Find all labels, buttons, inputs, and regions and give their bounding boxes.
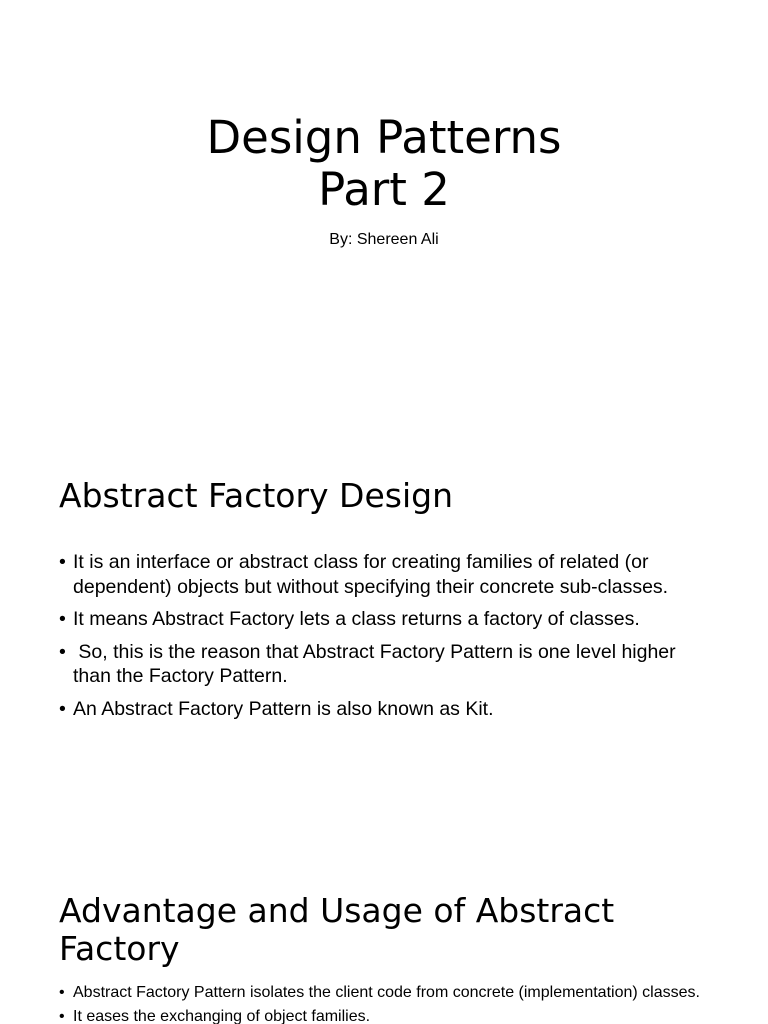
bullet-text: It means Abstract Factory lets a class returns a factory of classes. bbox=[73, 608, 640, 630]
list-item bbox=[59, 607, 719, 632]
bullet-icon: • bbox=[59, 1008, 65, 1024]
title-slide bbox=[0, 0, 768, 432]
slide-heading: Advantage and Usage of Abstract Factory bbox=[59, 891, 615, 968]
bullet-icon: • bbox=[59, 984, 65, 1001]
bullet-icon: • bbox=[59, 640, 66, 663]
bullet-text: Abstract Factory Pattern isolates the client code from concrete (implementation) classes. bbox=[73, 984, 700, 1001]
bullet-icon: • bbox=[59, 608, 66, 630]
bullet-text: It eases the exchanging of object families. bbox=[73, 1008, 371, 1024]
bullet-list bbox=[59, 983, 719, 1024]
bullet-text: So, this is the reason that Abstract Factory Pattern is one level higher than the Factory Pattern. bbox=[73, 640, 682, 687]
slide-heading: Abstract Factory Design bbox=[59, 476, 453, 515]
abstract-factory-slide bbox=[0, 432, 768, 864]
author-subtitle: By: Shereen Ali bbox=[329, 231, 439, 248]
list-item bbox=[59, 697, 719, 722]
list-item bbox=[59, 1007, 719, 1024]
bullet-icon: • bbox=[59, 697, 66, 720]
title-line-1: Design Patterns bbox=[206, 111, 562, 164]
advantage-slide bbox=[0, 864, 768, 1024]
bullet-icon: • bbox=[59, 551, 66, 573]
list-item bbox=[59, 983, 719, 1003]
bullet-text: It is an interface or abstract class for creating families of related (or dependent) objects but without specifying their concrete sub-classes. bbox=[73, 551, 669, 598]
bullet-text: An Abstract Factory Pattern is also known as Kit. bbox=[73, 697, 494, 720]
slide-title bbox=[0, 112, 768, 216]
title-line-2: Part 2 bbox=[318, 163, 450, 216]
list-item bbox=[59, 550, 719, 599]
list-item bbox=[59, 640, 719, 689]
bullet-list bbox=[59, 550, 719, 729]
